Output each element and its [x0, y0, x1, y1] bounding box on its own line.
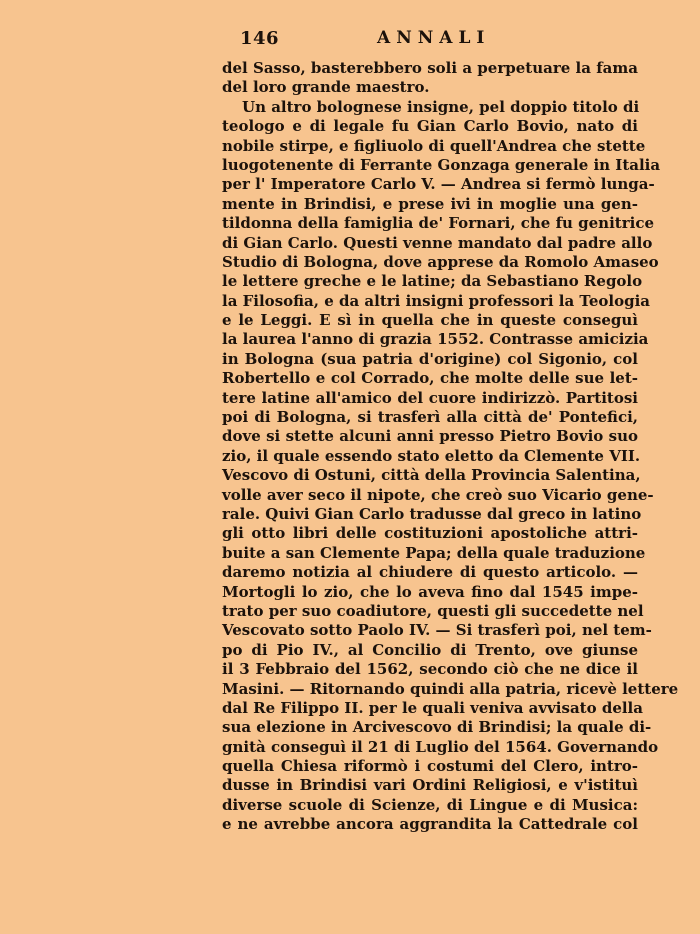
text-line: Studio di Bologna, dove apprese da Romolo Amaseo: [222, 252, 659, 271]
text-line: la Filosofia, e da altri insigni professori la Teologia: [222, 291, 650, 310]
text-line: luogotenente di Ferrante Gonzaga generale in Italia: [222, 155, 661, 174]
text-line: diverse scuole di Scienze, di Lingue e di Musica:: [222, 795, 638, 814]
text-line: Robertello e col Corrado, che molte delle sue let-: [222, 369, 638, 388]
text-line: e ne avrebbe ancora aggrandita la Cattedrale col: [222, 815, 638, 834]
text-line: trato per suo coadiutore, questi gli succedette nel: [222, 601, 644, 620]
text-line: Vescovato sotto Paolo IV. — Si trasferì poi, nel tem-: [222, 621, 652, 640]
text-line: tere latine all'amico del cuore indirizzò. Partitosi: [222, 388, 638, 407]
text-line: gli otto libri delle costituzioni apostoliche attri-: [222, 524, 638, 543]
page-header: [222, 24, 640, 54]
text-line: Vescovo di Ostuni, città della Provincia Salentina,: [222, 466, 641, 485]
running-head: ANNALI: [377, 28, 491, 48]
text-line: nobile stirpe, e figliuolo di quell'Andrea che stette: [222, 136, 646, 155]
body-text: [222, 59, 679, 835]
text-line: del Sasso, basterebbero soli a perpetuare la fama: [222, 59, 638, 77]
text-line: la laurea l'anno di grazia 1552. Contrasse amicizia: [222, 330, 649, 349]
text-line: di Gian Carlo. Questi venne mandato dal padre allo: [222, 233, 653, 252]
text-line: daremo notizia al chiudere di questo articolo. —: [222, 563, 638, 582]
text-line: le lettere greche e le latine; da Sebastiano Regolo: [222, 272, 643, 291]
text-line: il 3 Febbraio del 1562, secondo ciò che ne dice il: [222, 660, 638, 679]
text-line: dove si stette alcuni anni presso Pietro Bovio suo: [222, 427, 638, 446]
text-line: dusse in Brindisi vari Ordini Religiosi, e v'istituì: [222, 776, 638, 795]
text-line: poi di Bologna, si trasferì alla città de' Pontefici,: [222, 408, 638, 427]
text-line: tildonna della famiglia de' Fornari, che fu genitrice: [222, 214, 654, 233]
text-line: volle aver seco il nipote, che creò suo Vicario gene-: [222, 485, 654, 504]
text-line: buite a san Clemente Papa; della quale traduzione: [222, 543, 646, 562]
text-line: po di Pio IV., al Concilio di Trento, ove giunse: [222, 640, 638, 659]
text-line: del loro grande maestro.: [222, 78, 430, 97]
text-line: in Bologna (sua patria d'origine) col Sigonio, col: [222, 349, 638, 368]
text-line: dal Re Filippo II. per le quali veniva avvisato della: [222, 698, 643, 717]
text-line: sua elezione in Arcivescovo di Brindisi; la quale di-: [222, 718, 652, 737]
text-line: Mortogli lo zio, che lo aveva fino dal 1545 impe-: [222, 582, 638, 601]
text-line: quella Chiesa riformò i costumi del Clero, intro-: [222, 757, 638, 776]
text-line: Masini. — Ritornando quindi alla patria, ricevè lettere: [222, 679, 679, 698]
text-line: per l' Imperatore Carlo V. — Andrea si fermò lunga-: [222, 175, 655, 194]
text-line: mente in Brindisi, e prese ivi in moglie una gen-: [222, 194, 638, 213]
text-line: Un altro bolognese insigne, pel doppio titolo di: [242, 97, 640, 116]
text-line: gnità conseguì il 21 di Luglio del 1564. Governando: [222, 737, 659, 756]
text-line: e le Leggi. E sì in quella che in queste conseguì: [222, 311, 638, 330]
text-line: teologo e di legale fu Gian Carlo Bovio, nato di: [222, 117, 638, 136]
text-line: rale. Quivi Gian Carlo tradusse dal greco in latino: [222, 504, 642, 523]
text-line: zio, il quale essendo stato eletto da Clemente VII.: [222, 446, 641, 465]
page-number: 146: [240, 28, 280, 49]
